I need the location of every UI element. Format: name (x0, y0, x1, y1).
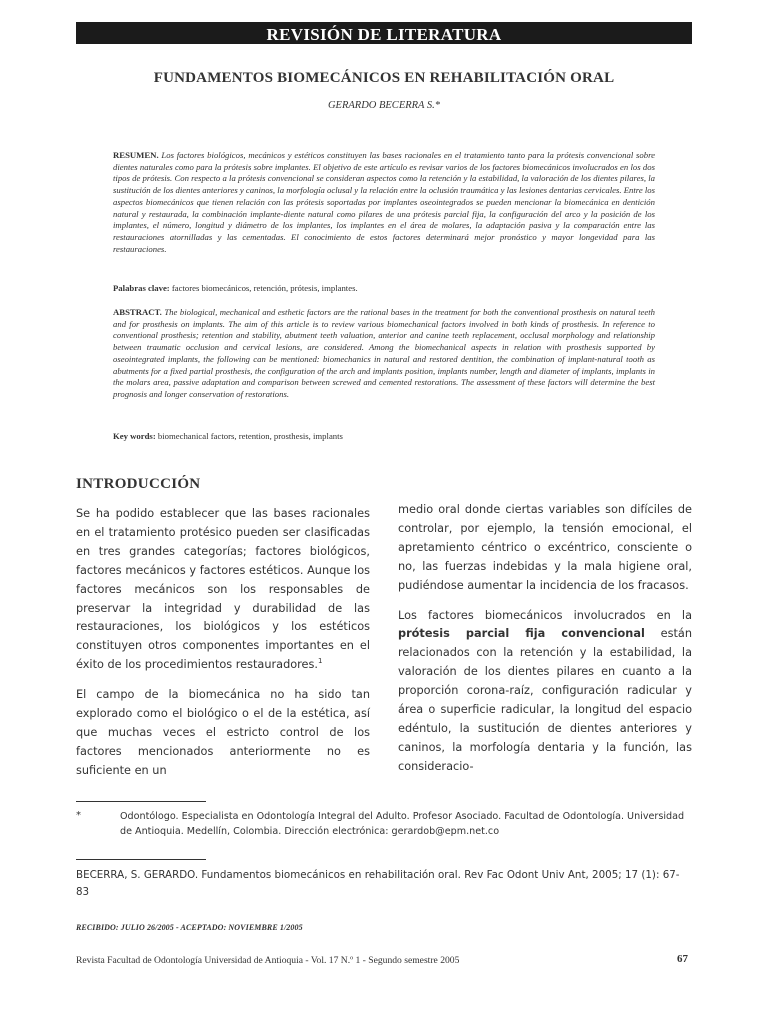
footnote-marker: * (76, 810, 81, 821)
citation-text: BECERRA, S. GERARDO. Fundamentos biomecánicos en rehabilitación oral. Rev Fac Odont Univ Ant, 2005; 17 (1): 67-83 (76, 869, 680, 898)
resumen-block (113, 150, 655, 255)
footnote-text: Odontólogo. Especialista en Odontología Integral del Adulto. Profesor Asociado. Facultad de Odontología. Universidad de Antioquia. Medellín, Colombia. Dirección electrónica: gerardob@epm.net.co (120, 811, 685, 837)
keywords-label: Key words: (113, 431, 156, 441)
keywords-block (113, 431, 655, 443)
intro-paragraph-4-end: están relacionados con la retención y la estabilidad, la valoración de los dientes pilares en cuanto a la proporción corona-raíz, configuración radicular y área o superficie radicular, la longitud del espacio edéntulo, la sustitución de dientes anteriores y caninos, la morfología dentaria y la función, las consideracio- (398, 627, 693, 773)
abstract-text: The biological, mechanical and esthetic factors are the rational bases in the treatment for both the conventional prosthesis on natural teeth and for prosthesis on implants. The aim of this article is to review various biomechanical factors involved in both kinds of prosthesis. In reference to conventional prosthesis; retention and stability, abutment teeth valuation, anterior and canine teeth replacement, occlusal morphology and relationship between traumatic occlusion and cervical lesions, are considered. Among the biomechanical aspects in relation with prosthesis supported by oseointegrated implants, the following can be mentioned: biomechanics in natural and restored dentition, the combination of implant-natural tooth as abutments for a fixed partial prosthesis, the configuration of the arch and implants position, implants number, length and diameter of implants, implants in the molars area, passive adaptation and comparison between screwed and cemented restorations. The assessment of these factors will determine the best prognosis and longer conservation of restorations. (113, 307, 656, 399)
received-dates: RECIBIDO: JULIO 26/2005 - ACEPTADO: NOVIEMBRE 1/2005 (76, 923, 303, 932)
citation-superscript: 1 (317, 657, 323, 666)
article-title: FUNDAMENTOS BIOMECÁNICOS EN REHABILITACIÓN ORAL (153, 70, 615, 86)
intro-paragraph-1 (76, 505, 370, 675)
intro-paragraph-3: medio oral donde ciertas variables son difíciles de controlar, por ejemplo, la tensión emocional, el apretamiento céntrico o excéntrico, consciente o no, las fuerzas indebidas y la mala higiene oral, pudiéndose aumentar la incidencia de los fracasos. (398, 503, 692, 592)
intro-paragraph-1-text: Se ha podido establecer que las bases racionales en el tratamiento protésico pueden ser clasificadas en tres grandes categorías; factores biológicos, factores mecánicos y factores estéticos. Aunque los factores mecánicos son los responsables de preservar la integridad y durabilidad de las restauraciones, los biológicos y los estéticos constituyen otros componentes importantes en el éxito de los procedimientos restauradores. (76, 507, 370, 672)
resumen-label: RESUMEN. (113, 150, 159, 160)
article-author: GERARDO BECERRA S.* (327, 100, 441, 111)
section-header: REVISIÓN DE LITERATURA (76, 22, 692, 44)
resumen-text: Los factores biológicos, mecánicos y estéticos constituyen las bases racionales en el tratamiento tanto para la prótesis convencional sobre dientes naturales como para la prótesis sobre implantes. El objetivo de este artículo es revisar varios de los factores biomecánicos involucrados en los dos tipos de prótesis. Con respecto a la prótesis convencional se consideran aspectos como la retención y la estabilidad, la valoración de los dientes pilares, la sustitución de los dientes anteriores y caninos, la morfología oclusal y la relación entre la oclusión traumática y las lesiones dentarias cervicales. Entre los aspectos biomecánicos que tienen relación con las prótesis soportadas por implantes oseointegrados se pueden mencionar la biomecánica en dentición natural y restaurada, la combinación implante-diente natural como pilares de una prótesis parcial fija, la configuración del arco y la posición de los implantes, el número, longitud y diámetro de los implantes, los implantes en el área de molares, la adaptación pasiva y la comparación entre las restauraciones atornilladas y las cementadas. El conocimiento de estos factores determinará mejor pronóstico y mayor longevidad para las restauraciones. (113, 150, 655, 254)
intro-heading: INTRODUCCIÓN (76, 476, 201, 492)
left-column (76, 505, 370, 792)
journal-footer: Revista Facultad de Odontología Universidad de Antioquia - Vol. 17 N.º 1 - Segundo semestre 2005 (76, 955, 460, 966)
palabras-clave-block (113, 283, 655, 295)
citation-divider (76, 859, 206, 860)
intro-paragraph-4 (398, 607, 692, 777)
intro-paragraph-4-emphasis: prótesis parcial fija convencional (398, 627, 645, 641)
intro-paragraph-2: El campo de la biomecánica no ha sido tan explorado como el biológico o el de la estética, así que muchas veces el estricto control de los factores mencionados anteriormente no es suficiente en un (76, 688, 370, 777)
abstract-label: ABSTRACT. (113, 307, 162, 317)
footnote-divider (76, 801, 206, 802)
right-column (398, 501, 692, 788)
palabras-clave-text: factores biomecánicos, retención, prótesis, implantes. (171, 283, 358, 293)
page-number: 67 (677, 953, 688, 965)
abstract-block (113, 307, 655, 401)
intro-paragraph-4-start: Los factores biomecánicos involucrados en la (398, 608, 692, 622)
keywords-text: biomechanical factors, retention, prosthesis, implants (157, 431, 343, 441)
palabras-clave-label: Palabras clave: (113, 283, 170, 293)
